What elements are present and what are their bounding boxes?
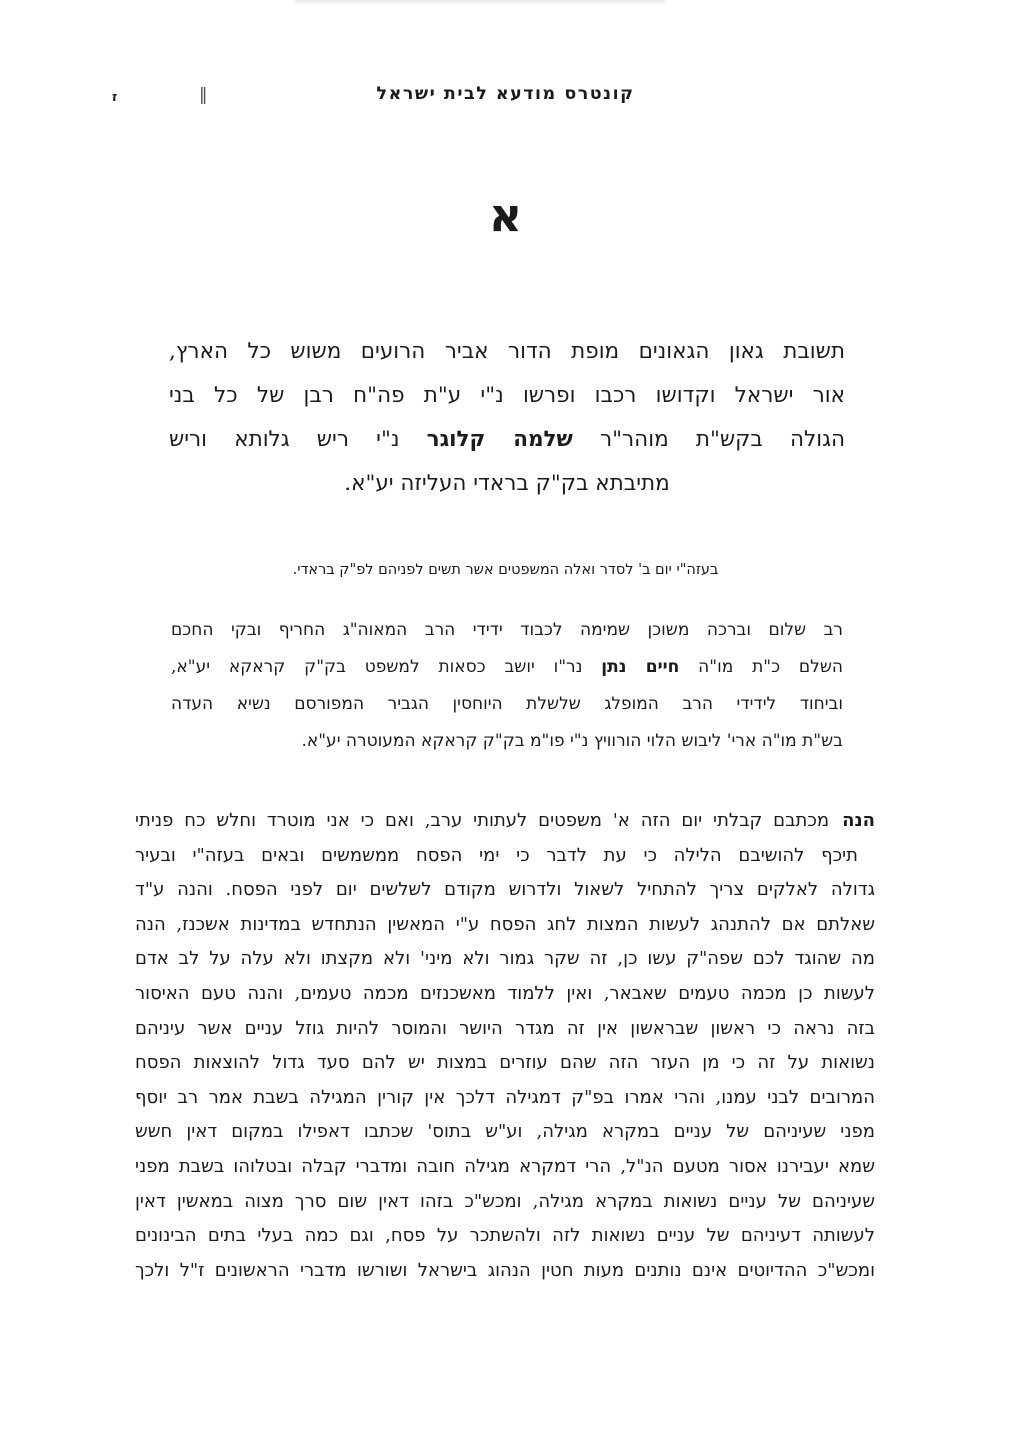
- address-line: וביחוד לידידי הרב המופלג שלשלת היוחסין הגביר המפורסם נשיא העדה: [171, 694, 843, 714]
- body-line: מה שהוגד לכם שפה"ק עשו כן, זה שקר גמור ולא מיני' ולא מקצתו ולא עלה על לב אדם: [135, 948, 875, 970]
- addressee-paragraph: [171, 612, 843, 760]
- header-separator-mark: ‖: [199, 85, 208, 105]
- body-line: שעיניהם של עניים נשואות במקרא מגילה, ומכש"כ בזהו דאין שום סרך מצוה במאשין דאין: [135, 1190, 875, 1212]
- body-line: מפני שעיניהם של עניים במקרא מגילה, וע"ש בתוס' שכתבו דאפילו במקום דאין חשש: [135, 1121, 875, 1143]
- running-title: קונטרס מודעא לבית ישראל: [376, 84, 635, 104]
- rabbi-name-shlomo-kluger: שלמה קלוגר: [426, 427, 573, 452]
- salutation-line: אור ישראל וקדושו רכבו ופרשו נ"י ע"ת פה"ח רבן של כל בני: [169, 383, 845, 408]
- address-last-line: בש"ת מו"ה ארי' ליבוש הלוי הורוויץ נ"י פו"מ בק"ק קראקא המעוטרה יע"א.: [301, 731, 843, 751]
- salutation-line: תשובת גאון הגאונים מופת הדור אביר הרועים משוש כל הארץ,: [169, 339, 845, 364]
- body-line: בזה נראה כי ראשון שבראשון אין זה מגדר היושר והמוסר להיות גוזל עניים אשר עיניהם: [135, 1017, 875, 1039]
- section-letter-aleph: א: [488, 188, 523, 242]
- body-line: לעשות כן מכמה טעמים שאבאר, ואין ללמוד מאשכנזים מכמה טעמים, והנה טעם האיסור: [135, 982, 875, 1004]
- addressee-name-chaim-natan: חיים נתן: [601, 657, 680, 677]
- address-line: רב שלום וברכה משוכן שמימה לכבוד ידידי הרב המאוה"ג החריף ובקי החכם: [171, 620, 843, 640]
- salutation-last-line: מתיבתא בק"ק בראדי העליזה יע"א.: [344, 471, 670, 496]
- body-line: נשואות על זה כי מן העזר הזה שהם עוזרים במצות יש להם סעד גדול להוצאות הפסח: [135, 1052, 875, 1074]
- responsum-salutation: [169, 330, 845, 506]
- body-line: לעשותה דעיניהם של עניים נשואות לזה ולהשתכר על פסח, וגם כמה בעלי בתים הבינונים: [135, 1225, 875, 1247]
- body-line: שאלתם אם להתנהג לעשות המצות לחג הפסח ע"י המאשין הנתחדש במדינות אשכנז, הנה: [135, 913, 875, 935]
- address-line: השלם כ"ת מו"ה חיים נתן נר"ו יושב כסאות למשפט בק"ק קראקא יע"א,: [171, 657, 843, 677]
- page-header: [0, 84, 1011, 110]
- responsum-body: [135, 804, 875, 1288]
- body-line: שמא יעבירנו אסור מטעם הנ"ל, הרי דמקרא מגילה חובה ומדברי קבלה ובטלוהו בשבת מפני: [135, 1155, 875, 1177]
- page-number: ז: [112, 90, 118, 105]
- salutation-line: הגולה בקש"ת מוהר"ר שלמה קלוגר נ"י ריש גלותא וריש: [169, 427, 845, 452]
- scan-edge-artifact: [295, 0, 665, 5]
- body-opening-word: הנה: [842, 810, 875, 831]
- dateline: בעזה"י יום ב' לסדר ואלה המשפטים אשר תשים לפניהם לפ"ק בראדי.: [292, 562, 719, 578]
- body-line: תיכף להושיבם הלילה כי עת לדבר כי ימי הפסח ממשמשים ובאים בעזה"י ובעיר: [135, 844, 858, 866]
- body-line: הנהמכתבם קבלתי יום הזה א' משפטים לעתותי ערב, ואם כי אני מוטרד וחלש כח פניתי: [135, 810, 875, 831]
- body-line: ומכש"כ ההדיוטים אינם נותנים מעות חטין הנהוג בישראל ושורשו מדברי הראשונים ז"ל ולכך: [135, 1259, 875, 1281]
- body-line: המרובים לבני עמנו, והרי אמרו בפ"ק דמגילה דלכך אין קורין המגילה בשבת אמר רב יוסף: [135, 1086, 875, 1108]
- body-line: גדולה לאלקים צריך להתחיל לשאול ולדרוש מקודם לשלשים יום לפני הפסח. והנה ע"ד: [135, 879, 875, 901]
